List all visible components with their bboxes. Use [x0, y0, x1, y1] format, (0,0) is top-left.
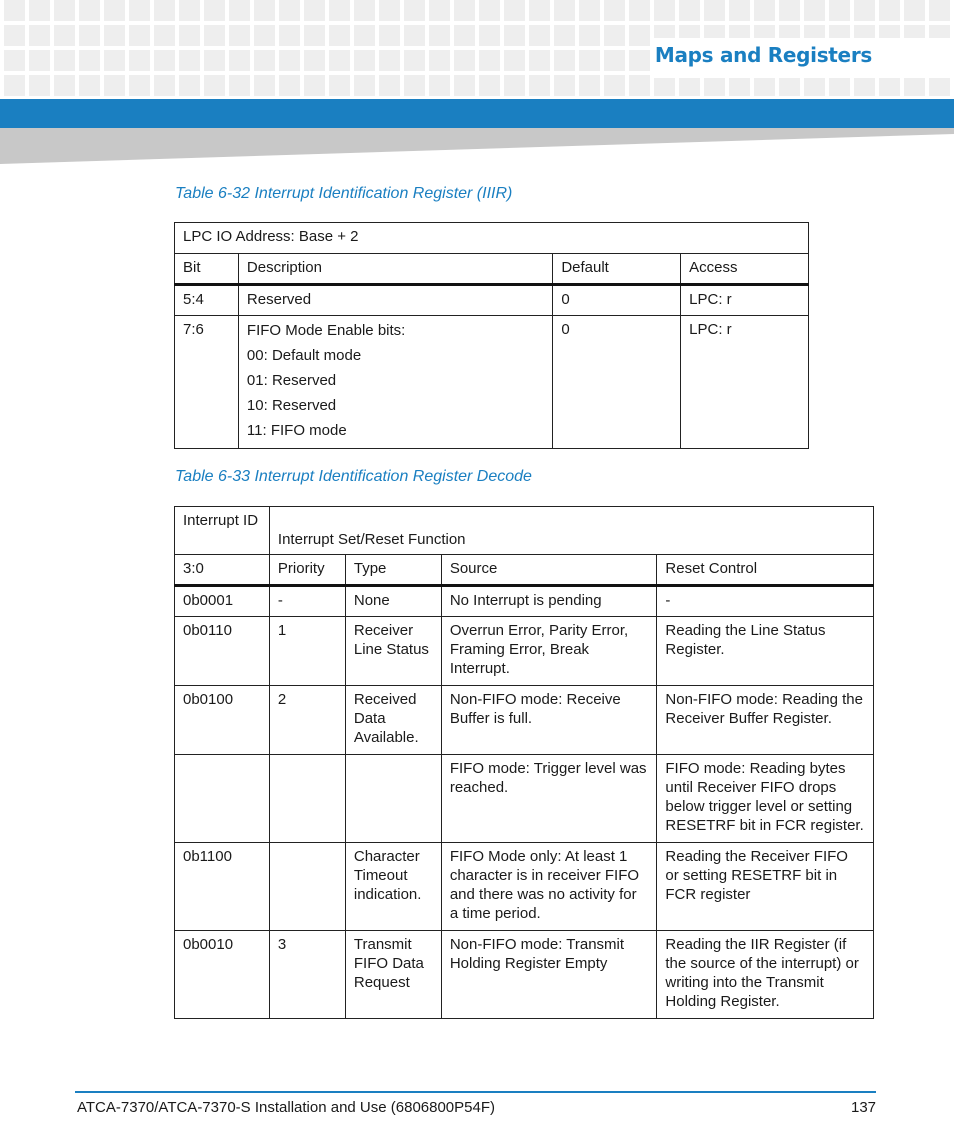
column-header: Access [681, 254, 809, 285]
function-header: Interrupt Set/Reset Function [269, 507, 873, 555]
description-line: FIFO Mode Enable bits: [246, 322, 406, 339]
table-cell: Non-FIFO mode: Reading the Receiver Buffer Register. [657, 686, 874, 755]
table-cell: Reading the Line Status Register. [657, 617, 874, 686]
table-cell: Received Data Available. [345, 686, 441, 755]
table1-caption: Table 6-32 Interrupt Identification Register (IIIR) [175, 185, 513, 202]
table-row [175, 285, 809, 316]
column-header: Description [238, 254, 552, 285]
column-header: Source [441, 555, 657, 586]
table-cell: Character Timeout indication. [345, 843, 441, 931]
bit-cell: 5:4 [175, 285, 239, 316]
table-cell [175, 755, 270, 843]
table-cell: 3 [269, 931, 345, 1019]
table-cell: Overrun Error, Parity Error, Framing Error, Break Interrupt. [441, 617, 657, 686]
table-cell: Receiver Line Status [345, 617, 441, 686]
default-cell: 0 [553, 316, 681, 449]
table-row [175, 223, 809, 254]
table-cell: 0b0100 [175, 686, 270, 755]
table-cell: 2 [269, 686, 345, 755]
table-cell [269, 755, 345, 843]
column-header: Reset Control [657, 555, 874, 586]
table-cell: 0b0110 [175, 617, 270, 686]
description-line: 01: Reserved [246, 372, 337, 389]
iir-decode-table [174, 506, 874, 1019]
table-row [175, 586, 874, 617]
table-row [175, 931, 874, 1019]
iir-register-table [174, 222, 809, 449]
table-cell: 1 [269, 617, 345, 686]
table-row [175, 755, 874, 843]
column-header: 3:0 [175, 555, 270, 586]
description-line: 11: FIFO mode [246, 422, 347, 439]
access-cell: LPC: r [681, 285, 809, 316]
default-cell: 0 [553, 285, 681, 316]
table-row [175, 843, 874, 931]
table-cell: Non-FIFO mode: Transmit Holding Register Empty [441, 931, 657, 1019]
footer-rule [75, 1091, 876, 1093]
table-cell: 0b1100 [175, 843, 270, 931]
table-header-row [175, 254, 809, 285]
table-row [175, 617, 874, 686]
table-cell: Reading the Receiver FIFO or setting RESETRF bit in FCR register [657, 843, 874, 931]
table-row [175, 507, 874, 555]
interrupt-id-header: Interrupt ID [175, 507, 270, 555]
table2-caption: Table 6-33 Interrupt Identification Register Decode [175, 468, 532, 485]
description-cell: Reserved [238, 285, 552, 316]
table-cell: FIFO mode: Trigger level was reached. [441, 755, 657, 843]
table-cell: Non-FIFO mode: Receive Buffer is full. [441, 686, 657, 755]
table-row [175, 686, 874, 755]
description-cell [238, 316, 552, 449]
table-cell: 0b0001 [175, 586, 270, 617]
column-header: Type [345, 555, 441, 586]
table-header-row [175, 555, 874, 586]
description-line: 00: Default mode [246, 347, 362, 364]
table-cell: No Interrupt is pending [441, 586, 657, 617]
header-grey-wedge [0, 128, 954, 164]
description-line: 10: Reserved [246, 397, 337, 414]
footer-document-title: ATCA-7370/ATCA-7370-S Installation and Use (6806800P54F) [77, 1099, 496, 1116]
page-section-title: Maps and Registers [654, 43, 872, 67]
table-cell: None [345, 586, 441, 617]
table-cell: FIFO Mode only: At least 1 character is in receiver FIFO and there was no activity for a time period. [441, 843, 657, 931]
table-cell: Reading the IIR Register (if the source of the interrupt) or writing into the Transmit Holding Register. [657, 931, 874, 1019]
address-cell: LPC IO Address: Base + 2 [175, 223, 809, 254]
table-cell: - [269, 586, 345, 617]
bit-cell: 7:6 [175, 316, 239, 449]
column-header: Default [553, 254, 681, 285]
table-cell: FIFO mode: Reading bytes until Receiver FIFO drops below trigger level or setting RESETRF bit in FCR register. [657, 755, 874, 843]
table-cell [269, 843, 345, 931]
table-cell [345, 755, 441, 843]
page-number: 137 [851, 1099, 877, 1116]
access-cell: LPC: r [681, 316, 809, 449]
table-row [175, 316, 809, 449]
table-cell: Transmit FIFO Data Request [345, 931, 441, 1019]
table-cell: - [657, 586, 874, 617]
header-blue-bar [0, 99, 954, 128]
column-header: Bit [175, 254, 239, 285]
column-header: Priority [269, 555, 345, 586]
table-cell: 0b0010 [175, 931, 270, 1019]
